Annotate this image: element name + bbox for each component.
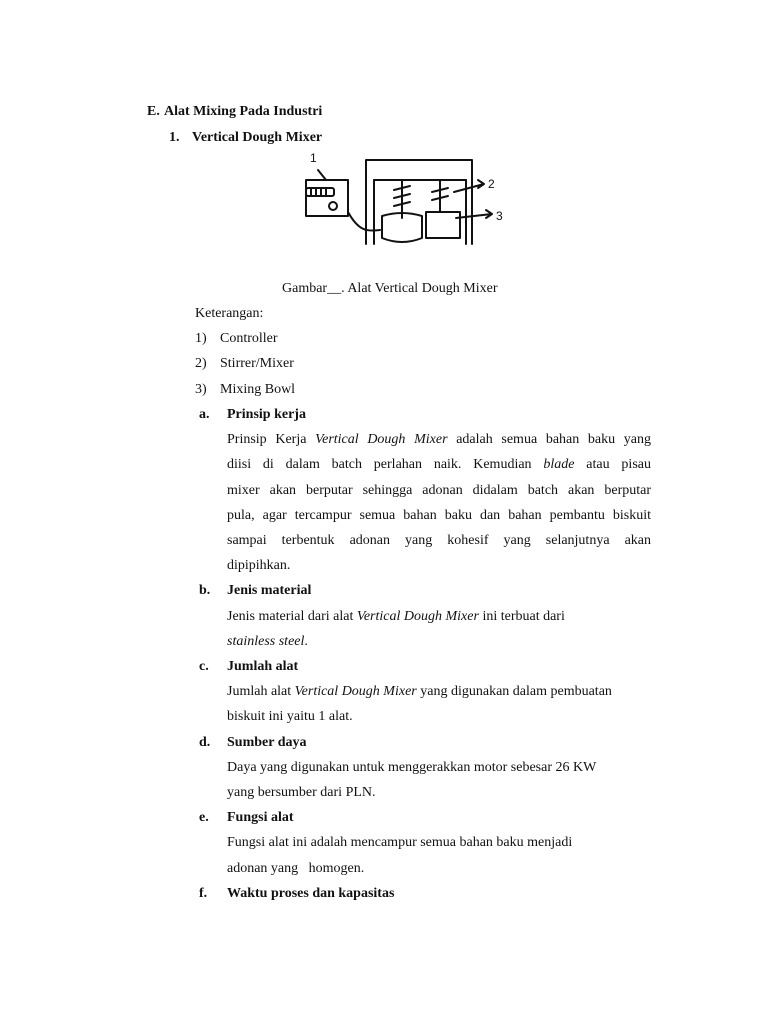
item-e-title: Fungsi alat xyxy=(227,810,294,825)
controller-button xyxy=(329,202,337,210)
figure-caption: Gambar__. Alat Vertical Dough Mixer xyxy=(282,281,498,296)
item-c-title: Jumlah alat xyxy=(227,659,299,674)
item-e-letter: e. xyxy=(199,810,209,825)
vertical-dough-mixer-figure xyxy=(296,150,532,260)
callout-arrow-1 xyxy=(318,170,326,180)
item-a-line-3: mixer akan berputar sehingga adonan didalam batch akan berputar xyxy=(227,483,651,498)
item-b-title: Jenis material xyxy=(227,583,312,598)
mixing-bowl-right xyxy=(426,212,460,238)
item-e-line-2: adonan yang homogen. xyxy=(227,861,365,876)
item-a-title: Prinsip kerja xyxy=(227,407,306,422)
item-b-line-1: Jenis material dari alat Vertical Dough Mixer ini terbuat dari xyxy=(227,609,565,624)
item-a-letter: a. xyxy=(199,407,210,422)
item-a-line-1: Prinsip Kerja Vertical Dough Mixer adalah semua bahan baku yang xyxy=(227,432,652,447)
callout-label-3: 3 xyxy=(496,209,503,223)
legend-item-number: 3) xyxy=(195,382,207,397)
stirrer-blades-left xyxy=(394,186,410,206)
item-d-title: Sumber daya xyxy=(227,735,307,750)
item-c-line-1: Jumlah alat Vertical Dough Mixer yang digunakan dalam pembuatan xyxy=(227,684,612,699)
callout-arrow-3 xyxy=(456,210,492,218)
item-f-title: Waktu proses dan kapasitas xyxy=(227,886,395,901)
item-b-letter: b. xyxy=(199,583,211,598)
section-label: E. xyxy=(147,104,160,119)
item-d-line-1: Daya yang digunakan untuk menggerakkan motor sebesar 26 KW xyxy=(227,760,597,775)
controller-cable xyxy=(348,212,380,231)
controller-box xyxy=(306,180,348,216)
legend-item-text: Stirrer/Mixer xyxy=(220,356,294,371)
item-a-line-6: dipipihkan. xyxy=(227,558,291,573)
section-title: Alat Mixing Pada Industri xyxy=(164,104,323,119)
legend-item-number: 1) xyxy=(195,331,207,346)
legend-item-text: Mixing Bowl xyxy=(220,382,296,397)
callout-label-2: 2 xyxy=(488,177,495,191)
legend-item-text: Controller xyxy=(220,331,278,346)
subsection-title: Vertical Dough Mixer xyxy=(192,130,323,145)
item-d-line-2: yang bersumber dari PLN. xyxy=(227,785,376,800)
legend-heading: Keterangan: xyxy=(195,306,264,321)
callout-label-1: 1 xyxy=(310,151,317,165)
callout-arrow-2 xyxy=(454,180,484,192)
item-f-letter: f. xyxy=(199,886,208,901)
legend-item-number: 2) xyxy=(195,356,207,371)
item-a-line-2: diisi di dalam batch perlahan naik. Kemudian blade atau pisau xyxy=(227,457,651,472)
subsection-number: 1. xyxy=(169,130,180,145)
item-a-line-5: sampai terbentuk adonan yang kohesif yang selanjutnya akan xyxy=(227,533,651,548)
item-c-line-2: biskuit ini yaitu 1 alat. xyxy=(227,709,353,724)
item-e-line-1: Fungsi alat ini adalah mencampur semua bahan baku menjadi xyxy=(227,835,573,850)
item-d-letter: d. xyxy=(199,735,211,750)
item-a-line-4: pula, agar tercampur semua bahan baku dan bahan pembantu biskuit xyxy=(227,508,651,523)
item-c-letter: c. xyxy=(199,659,209,674)
item-b-line-2: stainless steel. xyxy=(227,634,308,649)
